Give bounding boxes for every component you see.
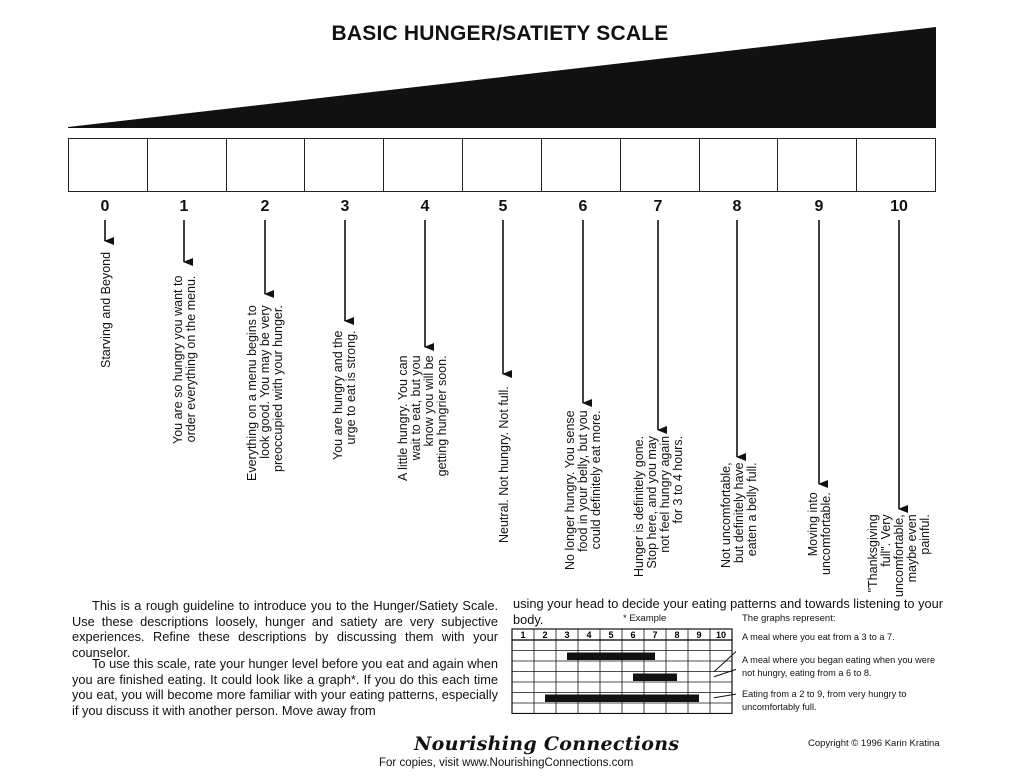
description-line: Stop here, and you may <box>645 435 659 569</box>
graph-note-1: A meal where you eat from a 3 to a 7. <box>742 632 895 642</box>
description-line: preoccupied with your hunger. <box>270 305 285 472</box>
description-line: getting hungrier soon. <box>435 355 449 477</box>
description-line: A little hungry. You can <box>396 355 410 481</box>
graph-bar-2 <box>633 674 677 682</box>
description-line: You are hungry and the <box>331 330 345 460</box>
description-line: uncomfortable. <box>819 492 833 575</box>
description-line: You are so hungry you want to <box>171 275 185 444</box>
graph-column-label: 2 <box>542 630 548 640</box>
graphs-represent-label: The graphs represent: <box>742 613 836 624</box>
page-title: BASIC HUNGER/SATIETY SCALE <box>331 22 669 45</box>
example-label: * Example <box>623 613 667 624</box>
description-line: Not uncomfortable, <box>718 462 733 568</box>
graph-column-label: 10 <box>715 630 727 640</box>
description-line: No longer hungry. You sense <box>562 410 577 570</box>
graph-note-2: A meal where you began eating when you were not hungry, eating from a 6 to 8. <box>742 655 936 678</box>
brand-logo: Nourishing Connections <box>414 733 680 755</box>
description-line: maybe even <box>904 514 919 583</box>
level-number-10: 10 <box>890 198 908 215</box>
description-line: Hunger is definitely gone. <box>632 435 646 577</box>
copyright: Copyright © 1996 Karin Kratina <box>808 738 940 749</box>
description-line: wait to eat, but you <box>409 355 423 461</box>
intro-paragraph: This is a rough guideline to introduce you to the Hunger/Satiety Scale. Use these descriptions loosely, hunger and satiety are very subjective experiences. Refine these descriptions by discussing them with your counselor. <box>72 598 498 660</box>
description-line: Everything on a menu begins to <box>244 305 259 481</box>
graph-column-label: 6 <box>630 630 636 640</box>
description-line: Neutral. Not hungry. Not full. <box>496 386 511 543</box>
graph-bar-3 <box>545 695 699 703</box>
level-number-2: 2 <box>260 198 270 215</box>
level-number-8: 8 <box>732 198 742 215</box>
level-description-8 <box>720 462 759 568</box>
graph-column-label: 4 <box>586 630 592 640</box>
graph-column-label: 8 <box>674 630 680 640</box>
level-number-9: 9 <box>814 198 824 215</box>
graph-column-label: 9 <box>696 630 702 640</box>
level-number-4: 4 <box>420 198 430 215</box>
level-description-2 <box>246 305 285 481</box>
level-number-5: 5 <box>498 198 508 215</box>
description-line: "Thanksgiving <box>865 514 880 593</box>
description-line: urge to eat is strong. <box>344 330 358 445</box>
usage-paragraph: To use this scale, rate your hunger level before you eat and again when you are finished eating. It could look like a graph*. If you do this each time you eat, you will become more familiar with your eating patterns, especially if you discuss it with another person. Move away from <box>72 656 498 718</box>
description-line: for 3 to 4 hours. <box>671 435 685 524</box>
level-description-6 <box>564 410 603 570</box>
level-number-1: 1 <box>179 198 189 215</box>
level-description-9 <box>807 492 833 575</box>
description-line: look good. You may be very <box>257 305 272 459</box>
level-description-5 <box>498 386 511 543</box>
level-number-7: 7 <box>653 198 663 215</box>
description-line: uncomfortable, <box>891 514 906 597</box>
graph-note-3: Eating from a 2 to 9, from very hungry to uncomfortably full. <box>742 689 907 712</box>
level-description-10 <box>867 514 932 597</box>
level-description-3 <box>332 330 358 460</box>
copies-link-text: For copies, visit www.NourishingConnections.com <box>379 757 634 769</box>
description-line: know you will be <box>422 355 436 447</box>
level-description-7 <box>633 436 685 577</box>
graph-column-label: 7 <box>652 630 658 640</box>
description-line: full". Very <box>878 514 893 567</box>
level-number-0: 0 <box>100 198 110 215</box>
description-line: eaten a belly full. <box>744 462 759 557</box>
description-line: painful. <box>917 514 932 555</box>
description-line: could definitely eat more. <box>588 410 603 550</box>
graph-column-label: 3 <box>564 630 570 640</box>
level-description-4 <box>397 355 449 481</box>
description-line: order everything on the menu. <box>184 275 198 443</box>
description-line: not feel hungry again <box>658 435 672 553</box>
description-line: Starving and Beyond <box>98 251 113 368</box>
level-description-1 <box>172 276 198 444</box>
level-number-3: 3 <box>340 198 350 215</box>
graph-column-label: 5 <box>608 630 614 640</box>
level-number-6: 6 <box>578 198 588 215</box>
level-description-0 <box>100 252 113 368</box>
graph-pointer-3 <box>714 694 736 698</box>
description-line: Moving into <box>806 492 820 557</box>
example-graph <box>511 628 736 714</box>
graph-pointer-2 <box>714 669 736 677</box>
closing-paragraph: using your head to decide your eating patterns and towards listening to your body. <box>513 596 943 627</box>
graph-bar-1 <box>567 653 655 661</box>
description-line: food in your belly, but you <box>575 410 590 552</box>
description-line: but definitely have <box>731 462 746 564</box>
graph-column-label: 1 <box>520 630 526 640</box>
